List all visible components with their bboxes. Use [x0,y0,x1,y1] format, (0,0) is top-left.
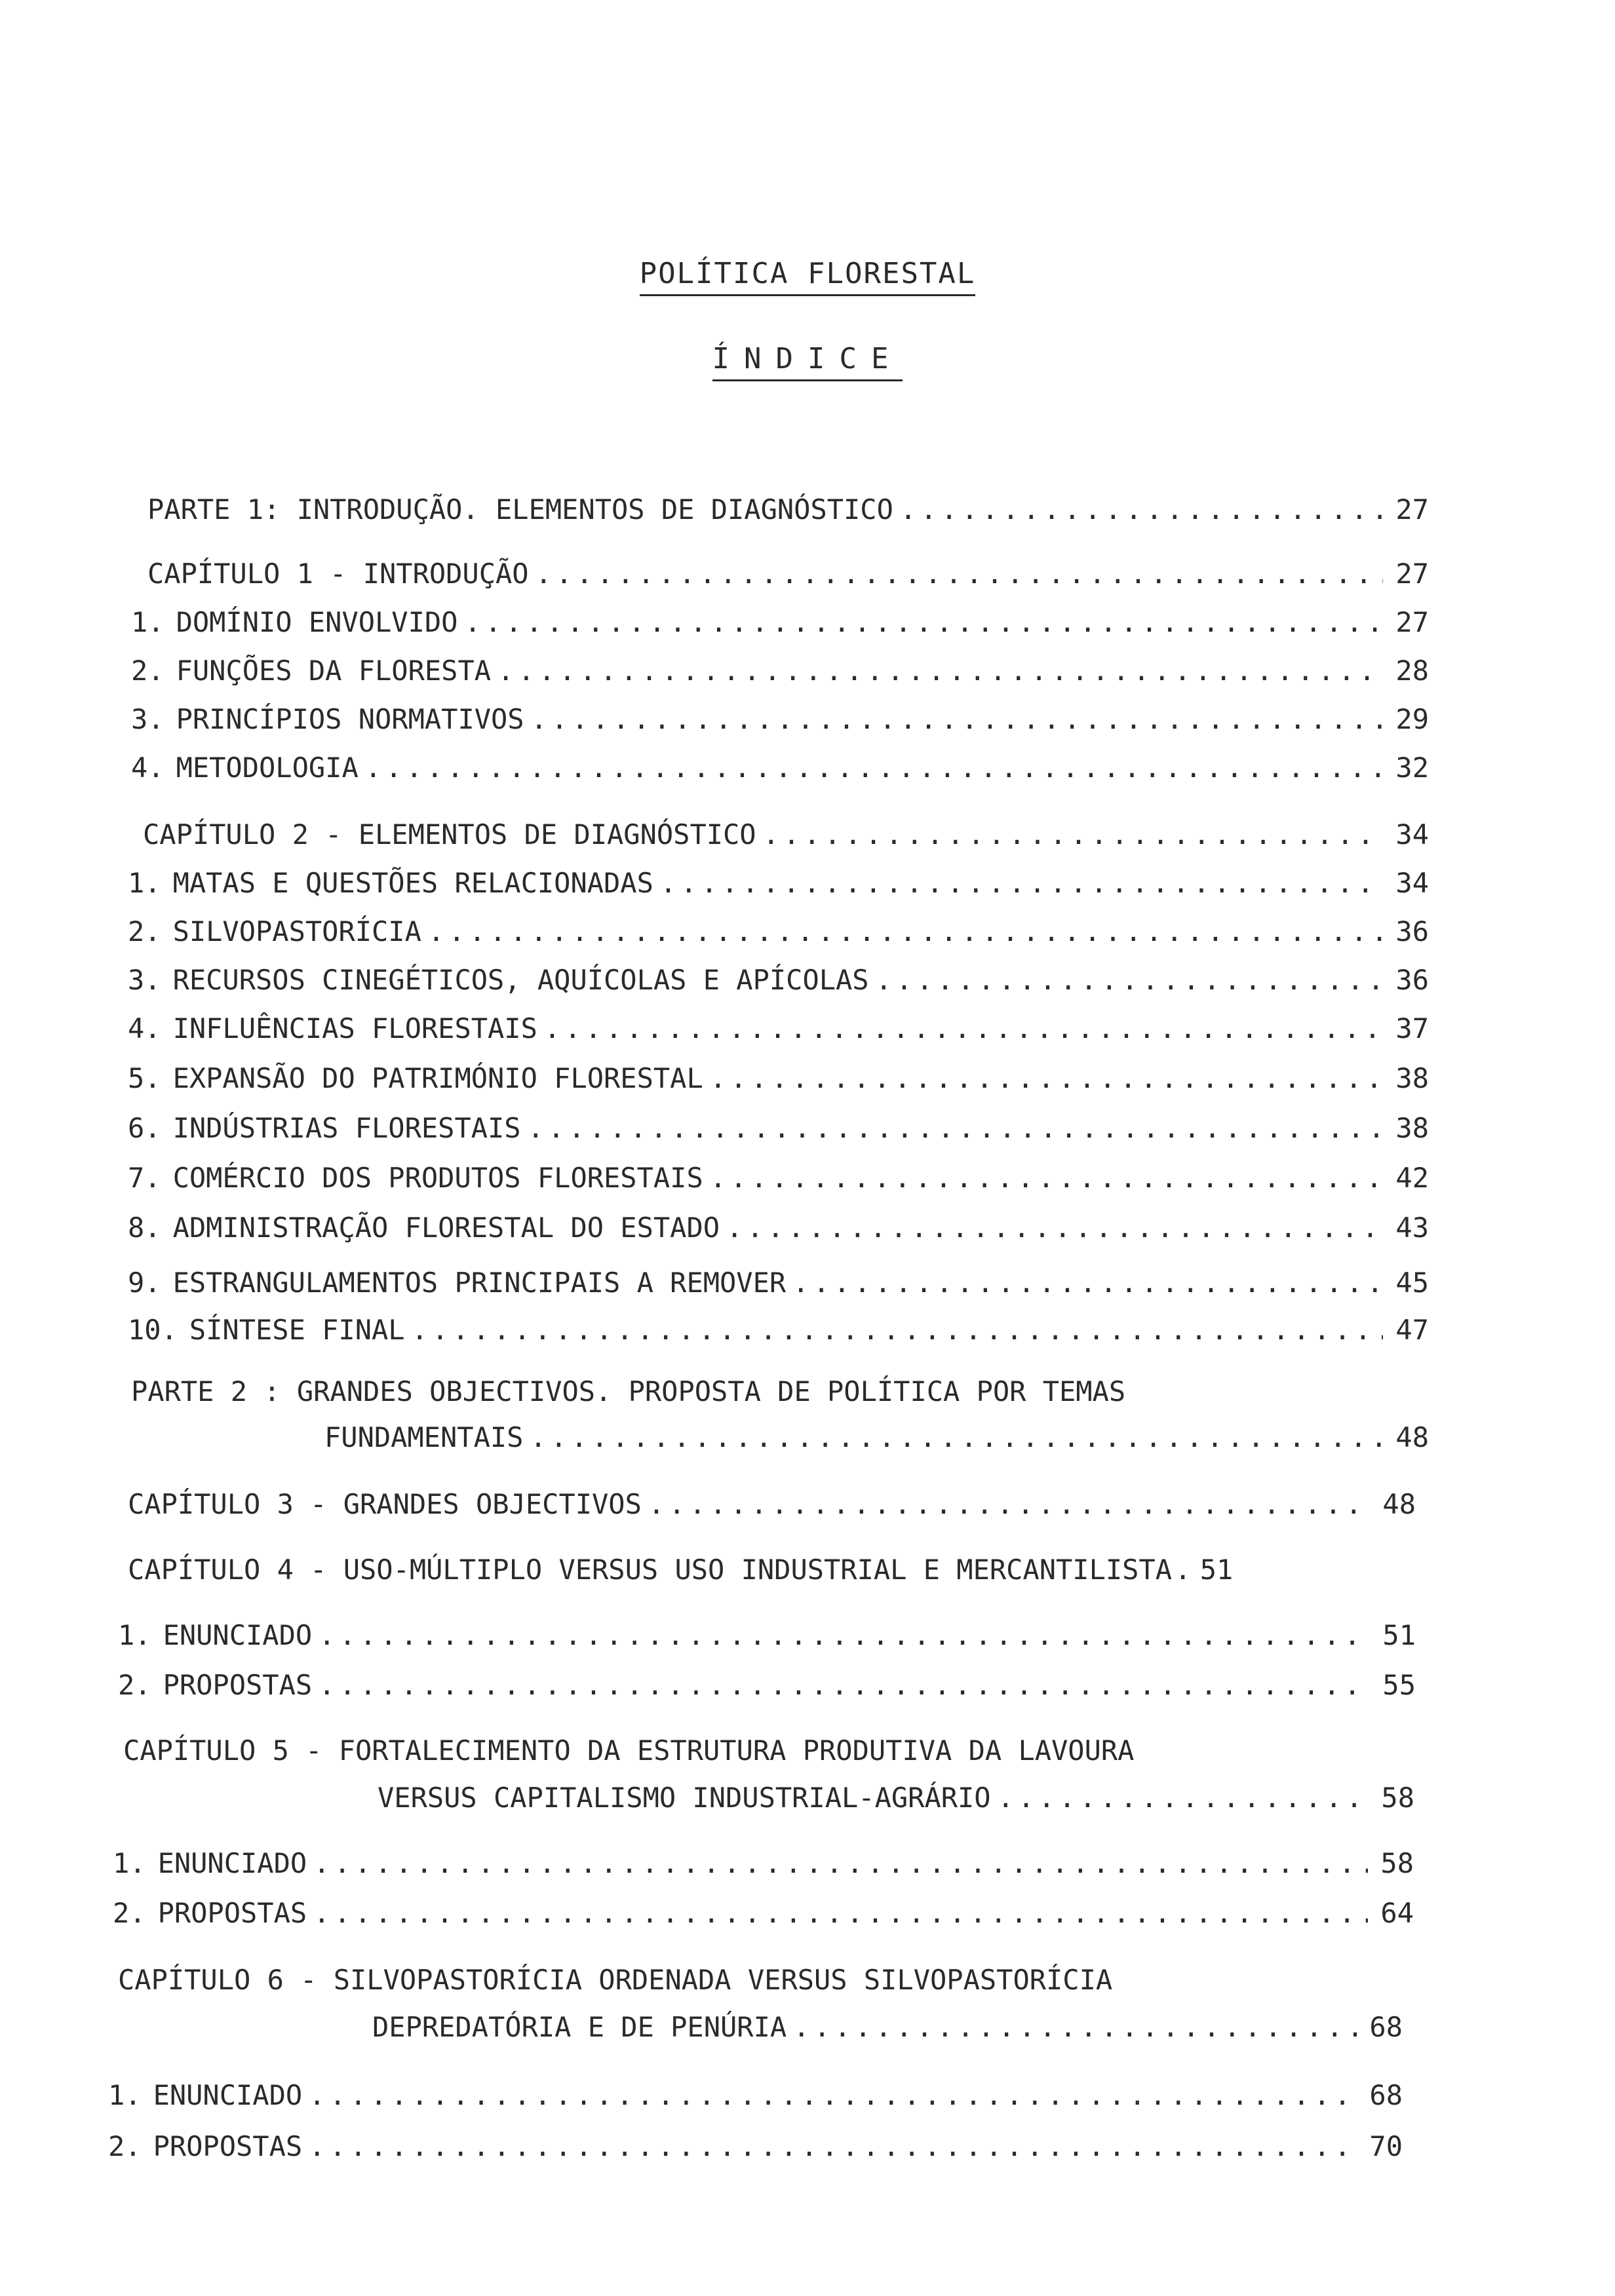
leader-dots [497,654,1383,688]
toc-entry-capitulo-4 [128,1553,1432,1587]
leader-dots [660,866,1383,900]
toc-entry-label-continued: FUNDAMENTAIS [324,1421,524,1453]
leader-dots [313,1896,1368,1930]
leader-dots [313,1846,1368,1881]
toc-entry-label: PROPOSTAS [157,1897,307,1929]
toc-entry-number: 1. [131,606,165,638]
toc-entry-label: COMÉRCIO DOS PRODUTOS FLORESTAIS [172,1162,703,1194]
toc-entry-2-7 [128,1161,1429,1195]
toc-entry-capitulo-1 [147,557,1429,591]
toc-entry-label: EXPANSÃO DO PATRIMÓNIO FLORESTAL [172,1062,703,1094]
toc-entry-page: 47 [1395,1314,1429,1346]
leader-dots [763,818,1383,852]
toc-entry-label: CAPÍTULO 3 - GRANDES OBJECTIVOS [128,1488,642,1520]
toc-entry-label: CAPÍTULO 5 - FORTALECIMENTO DA ESTRUTURA PRODUTIVA DA LAVOURA [123,1734,1135,1767]
toc-entry-number: 1. [108,2079,142,2111]
toc-entry-label: ESTRANGULAMENTOS PRINCIPAIS A REMOVER [172,1267,787,1299]
toc-entry-page: 68 [1369,2079,1403,2111]
toc-entry-1-2 [131,654,1429,688]
leader-dots [900,493,1383,527]
toc-entry-2-9 [128,1266,1429,1300]
index-heading-text: ÍNDICE [712,342,903,381]
toc-entry-page: 51 [1199,1554,1234,1586]
leader-dots [530,1421,1383,1455]
toc-entry-number: 4. [131,752,165,784]
toc-entry-label: PROPOSTAS [153,2130,303,2162]
toc-entry-1-4 [131,751,1429,785]
toc-entry-2-5 [128,1062,1429,1096]
toc-entry-2-3 [128,963,1429,997]
leader-dots [319,1668,1370,1702]
toc-entry-number: 10. [128,1314,178,1346]
toc-entry-number: 8. [128,1212,161,1244]
toc-entry-page: 27 [1395,558,1429,590]
leader-dots [365,751,1383,785]
toc-entry-page: 68 [1369,2011,1403,2043]
toc-entry-page: 51 [1382,1619,1416,1651]
toc-entry-label: PROPOSTAS [163,1669,313,1701]
leader-dots [412,1313,1383,1347]
toc-entry-number: 1. [118,1619,151,1651]
leader-dots [792,1266,1383,1300]
toc-entry-page: 38 [1395,1112,1429,1144]
toc-entry-page: 32 [1395,752,1429,784]
toc-entry-page: 45 [1395,1267,1429,1299]
toc-entry-number: 2. [118,1669,151,1701]
index-heading [0,342,1615,375]
toc-entry-6-1 [108,2078,1403,2113]
toc-entry-page: 48 [1395,1421,1429,1453]
toc-entry-label: SILVOPASTORÍCIA [172,915,421,947]
toc-entry-page: 34 [1395,818,1429,851]
toc-entry-page: 27 [1395,493,1429,526]
toc-entry-page: 36 [1395,915,1429,947]
toc-entry-number: 1. [113,1847,146,1879]
toc-entry-1-3 [131,702,1429,737]
toc-entry-page: 34 [1395,867,1429,899]
toc-entry-page: 70 [1369,2130,1403,2162]
toc-entry-label: ENUNCIADO [153,2079,303,2111]
toc-entry-capitulo-5 [123,1734,1414,1815]
leader-dots [309,2130,1357,2164]
toc-entry-page: 36 [1395,964,1429,996]
toc-entry-capitulo-3 [128,1487,1416,1521]
toc-entry-number: 5. [128,1062,161,1094]
toc-entry-label: FUNÇÕES DA FLORESTA [176,655,492,687]
leader-dots [535,557,1383,591]
toc-entry-number: 4. [128,1012,161,1044]
toc-entry-page: 58 [1381,1782,1414,1814]
toc-entry-page: 42 [1395,1162,1429,1194]
leader-dots [998,1781,1369,1815]
toc-entry-page: 64 [1380,1897,1414,1929]
toc-entry-capitulo-2 [143,818,1429,852]
toc-entry-4-1 [118,1618,1416,1653]
leader-dots [428,915,1383,949]
toc-entry-page: 58 [1380,1847,1414,1879]
document-title-text: POLÍTICA FLORESTAL [640,257,976,296]
toc-entry-5-2 [113,1896,1414,1930]
toc-entry-2-2 [128,915,1429,949]
toc-entry-page: 43 [1395,1212,1429,1244]
toc-entry-number: 2. [113,1897,146,1929]
toc-entry-2-1 [128,866,1429,900]
leader-dots [531,702,1383,737]
toc-entry-6-2 [108,2130,1403,2164]
toc-entry-label: CAPÍTULO 2 - ELEMENTOS DE DIAGNÓSTICO [143,818,756,851]
toc-entry-label: INDÚSTRIAS FLORESTAIS [172,1112,521,1144]
toc-entry-number: 2. [128,915,161,947]
leader-dots [710,1161,1383,1195]
toc-entry-page: 38 [1395,1062,1429,1094]
toc-entry-number: 1. [128,867,161,899]
leader-dots [710,1062,1383,1096]
toc-entry-label: PRINCÍPIOS NORMATIVOS [176,703,524,735]
toc-entry-label: ADMINISTRAÇÃO FLORESTAL DO ESTADO [172,1212,720,1244]
toc-entry-parte-2 [131,1375,1429,1455]
toc-entry-label: PARTE 2 : GRANDES OBJECTIVOS. PROPOSTA DE POLÍTICA POR TEMAS [131,1375,1126,1407]
toc-entry-label: SÍNTESE FINAL [189,1314,405,1346]
toc-entry-number: 3. [128,964,161,996]
leader-dots: . [1175,1554,1192,1586]
toc-entry-label: CAPÍTULO 4 - USO-MÚLTIPLO VERSUS USO INDUSTRIAL E MERCANTILISTA [128,1554,1173,1586]
toc-entry-capitulo-6 [118,1963,1403,2044]
toc-entry-label: MATAS E QUESTÕES RELACIONADAS [172,867,653,899]
leader-dots [319,1618,1370,1653]
toc-entry-page: 28 [1395,655,1429,687]
leader-dots [528,1111,1383,1145]
toc-entry-label: PARTE 1: INTRODUÇÃO. ELEMENTOS DE DIAGNÓSTICO [147,493,893,526]
leader-dots [876,963,1383,997]
toc-entry-number: 7. [128,1162,161,1194]
toc-entry-label: CAPÍTULO 6 - SILVOPASTORÍCIA ORDENADA VERSUS SILVOPASTORÍCIA [118,1964,1113,1996]
toc-entry-label: METODOLOGIA [176,752,359,784]
toc-entry-number: 2. [108,2130,142,2162]
toc-entry-number: 6. [128,1112,161,1144]
toc-entry-page: 55 [1382,1669,1416,1701]
toc-entry-label-continued: VERSUS CAPITALISMO INDUSTRIAL-AGRÁRIO [378,1782,991,1814]
toc-entry-page: 27 [1395,606,1429,638]
toc-entry-label: CAPÍTULO 1 - INTRODUÇÃO [147,558,529,590]
leader-dots [464,605,1383,640]
toc-entry-page: 48 [1382,1488,1416,1520]
toc-entry-label-continued: DEPREDATÓRIA E DE PENÚRIA [372,2011,787,2043]
toc-entry-label: ENUNCIADO [157,1847,307,1879]
leader-dots [309,2078,1357,2113]
leader-dots [648,1487,1370,1521]
toc-entry-label: INFLUÊNCIAS FLORESTAIS [172,1012,537,1044]
toc-entry-2-10 [128,1313,1429,1347]
toc-entry-1-1 [131,605,1429,640]
document-title [0,257,1615,290]
toc-entry-2-6 [128,1111,1429,1145]
toc-entry-page: 29 [1395,703,1429,735]
toc-entry-4-2 [118,1668,1416,1702]
toc-entry-number: 2. [131,655,165,687]
toc-entry-parte-1 [147,493,1429,527]
leader-dots [544,1012,1383,1046]
leader-dots [793,2010,1357,2044]
toc-entry-2-4 [128,1012,1429,1046]
toc-entry-page: 37 [1395,1012,1429,1044]
toc-entry-label: DOMÍNIO ENVOLVIDO [176,606,458,638]
toc-entry-label: ENUNCIADO [163,1619,313,1651]
toc-entry-number: 9. [128,1267,161,1299]
toc-entry-2-8 [128,1211,1429,1245]
toc-entry-label: RECURSOS CINEGÉTICOS, AQUÍCOLAS E APÍCOLAS [172,964,869,996]
toc-entry-number: 3. [131,703,165,735]
leader-dots [726,1211,1383,1245]
toc-entry-5-1 [113,1846,1414,1881]
